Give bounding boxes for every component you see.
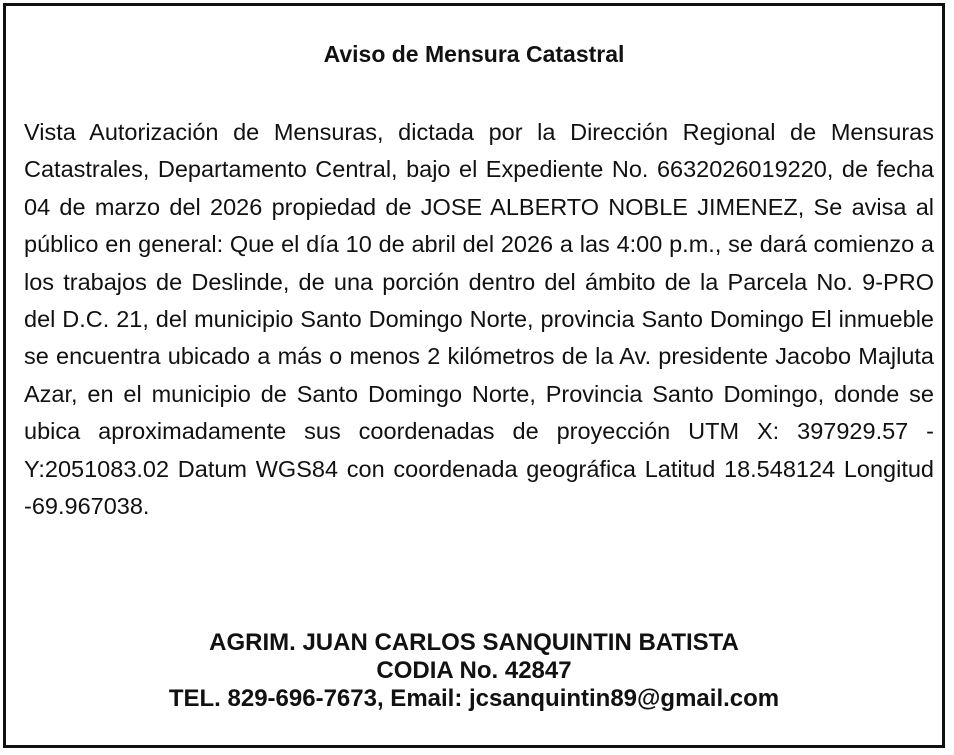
- notice-title: Aviso de Mensura Catastral: [323, 41, 625, 67]
- contact-info: TEL. 829-696-7673, Email: jcsanquintin89@gmail.com: [168, 685, 780, 712]
- signature-block: [6, 629, 942, 713]
- notice-frame: [3, 3, 945, 748]
- codia-number: CODIA No. 42847: [376, 657, 572, 684]
- surveyor-name: AGRIM. JUAN CARLOS SANQUINTIN BATISTA: [209, 629, 739, 656]
- notice-body: Vista Autorización de Mensuras, dictada por la Dirección Regional de Mensuras Catastrales, Departamento Central, bajo el Expediente No. 6632026019220, de fecha 04 de marzo del 2026 propiedad de JOSE ALBERTO NOBLE JIMENEZ, Se avisa al público en general: Que el día 10 de abril del 2026 a las 4:00 p.m., se dará comienzo a los trabajos de Deslinde, de una porción dentro del ámbito de la Parcela No. 9-PRO del D.C. 21, del municipio Santo Domingo Norte, provincia Santo Domingo El inmueble se encuentra ubicado a más o menos 2 kilómetros de la Av. presidente Jacobo Majluta Azar, en el municipio de Santo Domingo Norte, Provincia Santo Domingo, donde se ubica aproximadamente sus coordenadas de proyección UTM X: 397929.57 - Y:2051083.02 Datum WGS84 con coordenada geográfica Latitud 18.548124 Longitud -69.967038.: [24, 119, 934, 520]
